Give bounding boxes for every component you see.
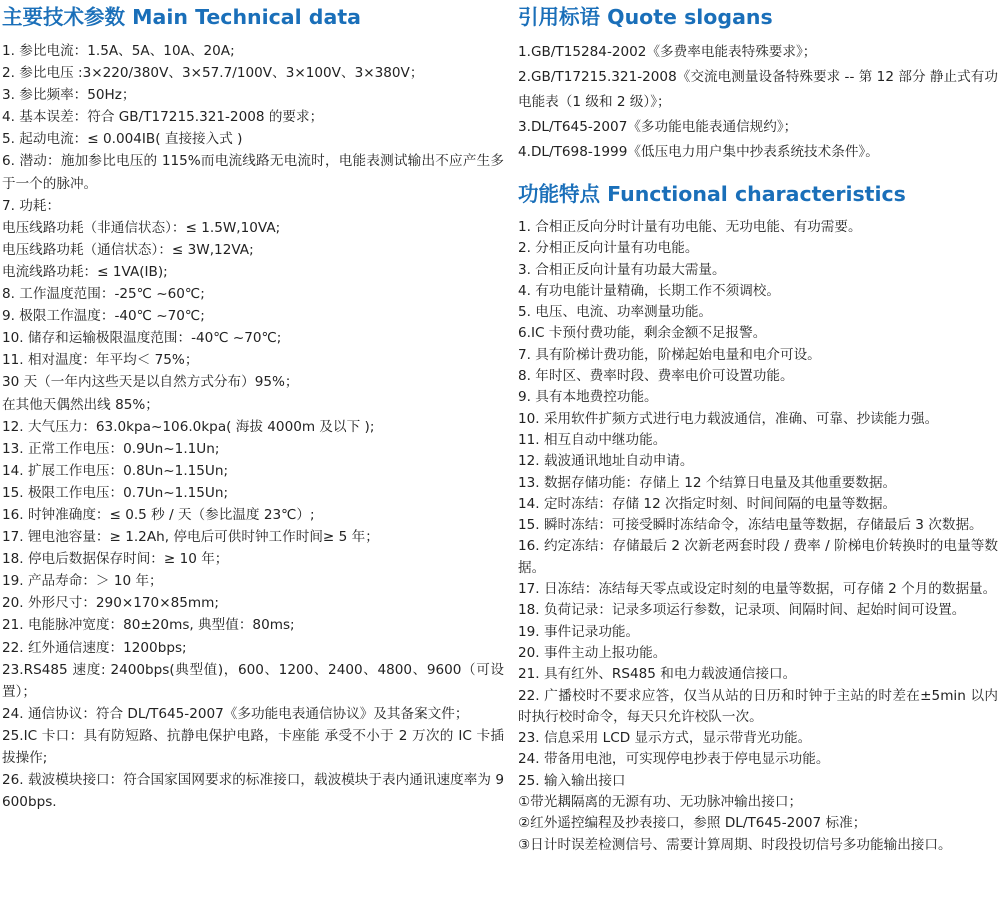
technical-data-item: 电流线路功耗：≤ 1VA(IB); bbox=[2, 263, 168, 280]
technical-data-item: 13. 正常工作电压：0.9Un~1.1Un; bbox=[2, 440, 220, 457]
technical-data-item: 12. 大气压力：63.0kpa~106.0kpa( 海拔 4000m 及以下 ); bbox=[2, 418, 375, 435]
technical-data-item: 2. 参比电压 :3×220/380V、3×57.7/100V、3×100V、3×380V； bbox=[2, 65, 424, 82]
technical-data-item: 17. 锂电池容量：≥ 1.2Ah, 停电后可供时钟工作时间≥ 5 年； bbox=[2, 529, 379, 546]
technical-data-column bbox=[2, 4, 504, 813]
functional-characteristic-item: 8. 年时区、费率时段、费率电价可设置功能。 bbox=[518, 368, 794, 385]
technical-data-item: 16. 时钟准确度：≤ 0.5 秒 / 天（参比温度 23℃）; bbox=[2, 506, 315, 523]
technical-data-list bbox=[2, 40, 504, 813]
technical-data-item: 18. 停电后数据保存时间：≥ 10 年； bbox=[2, 551, 229, 568]
functional-characteristic-item: 24. 带备用电池，可实现停电抄表于停电显示功能。 bbox=[518, 751, 830, 768]
functional-characteristics-heading: 功能特点 Functional characteristics bbox=[518, 182, 906, 206]
functional-characteristic-item: ②红外遥控编程及抄表接口，参照 DL/T645-2007 标准； bbox=[518, 815, 867, 832]
functional-characteristic-item: 9. 具有本地费控功能。 bbox=[518, 389, 658, 406]
functional-characteristic-item: 10. 采用软件扩频方式进行电力载波通信，准确、可靠、抄读能力强。 bbox=[518, 410, 939, 427]
quote-slogan-item: 4.DL/T698-1999《低压电力用户集中抄表系统技术条件》。 bbox=[518, 144, 879, 160]
functional-characteristic-item: 12. 载波通讯地址自动申请。 bbox=[518, 453, 694, 470]
functional-characteristic-item: 2. 分相正反向计量有功电能。 bbox=[518, 240, 699, 257]
functional-characteristic-item: 19. 事件记录功能。 bbox=[518, 623, 640, 640]
functional-characteristic-item: 21. 具有红外、RS485 和电力载波通信接口。 bbox=[518, 666, 797, 683]
functional-characteristic-item: 14. 定时冻结：存储 12 次指定时刻、时间间隔的电量等数据。 bbox=[518, 495, 897, 512]
quote-slogan-item: 1.GB/T15284-2002《多费率电能表特殊要求》； bbox=[518, 44, 817, 60]
functional-characteristic-item: 6.IC 卡预付费功能，剩余金额不足报警。 bbox=[518, 325, 767, 342]
technical-data-item: 电压线路功耗（通信状态）：≤ 3W,12VA; bbox=[2, 241, 254, 258]
functional-characteristic-item: 22. 广播校时不要求应答，仅当从站的日历和时钟于主站的时差在±5min 以内时执行校时命令，每天只允许校队一次。 bbox=[518, 687, 998, 725]
technical-data-item: 19. 产品寿命：＞ 10 年； bbox=[2, 573, 163, 590]
functional-characteristic-item: 1. 合相正反向分时计量有功电能、无功电能、有功需要。 bbox=[518, 219, 862, 235]
functional-characteristic-item: 25. 输入输出接口 bbox=[518, 772, 626, 789]
technical-data-item: 14. 扩展工作电压：0.8Un~1.15Un; bbox=[2, 462, 229, 479]
technical-data-item: 8. 工作温度范围：-25℃ ~60℃; bbox=[2, 286, 205, 303]
technical-data-item: 24. 通信协议：符合 DL/T645-2007《多功能电表通信协议》及其备案文件； bbox=[2, 705, 469, 722]
technical-data-item: 4. 基本误差：符合 GB/T17215.321-2008 的要求； bbox=[2, 109, 324, 126]
technical-data-item: 20. 外形尺寸：290×170×85mm; bbox=[2, 595, 219, 612]
functional-characteristic-item: 11. 相互自动中继功能。 bbox=[518, 431, 667, 448]
technical-data-item: 22. 红外通信速度：1200bps; bbox=[2, 639, 187, 656]
functional-characteristic-item: 3. 合相正反向计量有功最大需量。 bbox=[518, 261, 726, 278]
functional-characteristics-list bbox=[518, 217, 998, 856]
technical-data-item: 在其他天偶然出线 85%； bbox=[2, 396, 159, 413]
technical-data-item: 26. 载波模块接口：符合国家国网要求的标准接口，载波模块于表内通讯速度率为 9600bps. bbox=[2, 772, 504, 811]
quote-slogan-item: 3.DL/T645-2007《多功能电能表通信规约》； bbox=[518, 119, 798, 135]
functional-characteristic-item: 18. 负荷记录：记录多项运行参数，记录项、间隔时间、起始时间可设置。 bbox=[518, 602, 966, 619]
functional-characteristic-item: 20. 事件主动上报功能。 bbox=[518, 644, 667, 661]
technical-data-item: 1. 参比电流：1.5A、5A、10A、20A; bbox=[2, 43, 235, 59]
technical-data-item: 7. 功耗： bbox=[2, 197, 61, 214]
technical-data-item: 9. 极限工作温度：-40℃ ~70℃; bbox=[2, 308, 205, 325]
technical-data-item: 23.RS485 速度: 2400bps(典型值)，600、1200、2400、4800、9600（可设置）； bbox=[2, 661, 504, 700]
technical-data-item: 10. 储存和运输极限温度范围：-40℃ ~70℃; bbox=[2, 330, 282, 347]
technical-data-item: 15. 极限工作电压：0.7Un~1.15Un; bbox=[2, 484, 229, 501]
technical-data-item: 电压线路功耗（非通信状态）：≤ 1.5W,10VA; bbox=[2, 219, 281, 236]
technical-data-item: 30 天（一年内这些天是以自然方式分布）95%； bbox=[2, 374, 299, 391]
technical-data-item: 6. 潜动：施加参比电压的 115%而电流线路无电流时，电能表测试输出不应产生多于一个的脉冲。 bbox=[2, 153, 504, 192]
functional-characteristic-item: 13. 数据存储功能：存储上 12 个结算日电量及其他重要数据。 bbox=[518, 474, 897, 491]
functional-characteristic-item: 23. 信息采用 LCD 显示方式，显示带背光功能。 bbox=[518, 730, 812, 747]
right-column bbox=[518, 4, 998, 856]
technical-data-item: 21. 电能脉冲宽度：80±20ms, 典型值：80ms; bbox=[2, 617, 295, 634]
functional-characteristic-item: 4. 有功电能计量精确，长期工作不须调校。 bbox=[518, 282, 780, 299]
technical-data-item: 25.IC 卡口：具有防短路、抗静电保护电路，卡座能 承受不小于 2 万次的 IC 卡插拔操作; bbox=[2, 727, 504, 766]
technical-data-heading: 主要技术参数 Main Technical data bbox=[2, 5, 361, 29]
functional-characteristic-item: 15. 瞬时冻结：可接受瞬时冻结命令，冻结电量等数据，存储最后 3 次数据。 bbox=[518, 517, 983, 534]
functional-characteristic-item: 7. 具有阶梯计费功能，阶梯起始电量和电介可设。 bbox=[518, 346, 821, 363]
functional-characteristic-item: ③日计时误差检测信号、需要计算周期、时段投切信号多功能输出接口。 bbox=[518, 836, 952, 853]
technical-data-item: 5. 起动电流：≤ 0.004IB( 直接接入式 ) bbox=[2, 131, 243, 148]
functional-characteristic-item: 17. 日冻结：冻结每天零点或设定时刻的电量等数据，可存储 2 个月的数据量。 bbox=[518, 581, 997, 598]
quote-slogans-heading: 引用标语 Quote slogans bbox=[518, 5, 773, 29]
technical-data-item: 11. 相对温度：年平均＜ 75%； bbox=[2, 352, 199, 369]
quote-slogan-item: 2.GB/T17215.321-2008《交流电测量设备特殊要求 -- 第 12 部分 静止式有功电能表（1 级和 2 级）》； bbox=[518, 69, 998, 110]
functional-characteristic-item: ①带光耦隔离的无源有功、无功脉冲输出接口； bbox=[518, 794, 803, 811]
technical-data-item: 3. 参比频率：50Hz； bbox=[2, 87, 136, 104]
functional-characteristic-item: 5. 电压、电流、功率测量功能。 bbox=[518, 304, 713, 321]
functional-characteristic-item: 16. 约定冻结：存储最后 2 次新老两套时段 / 费率 / 阶梯电价转换时的电量等数据。 bbox=[518, 538, 998, 576]
quote-slogans-list bbox=[518, 40, 998, 165]
